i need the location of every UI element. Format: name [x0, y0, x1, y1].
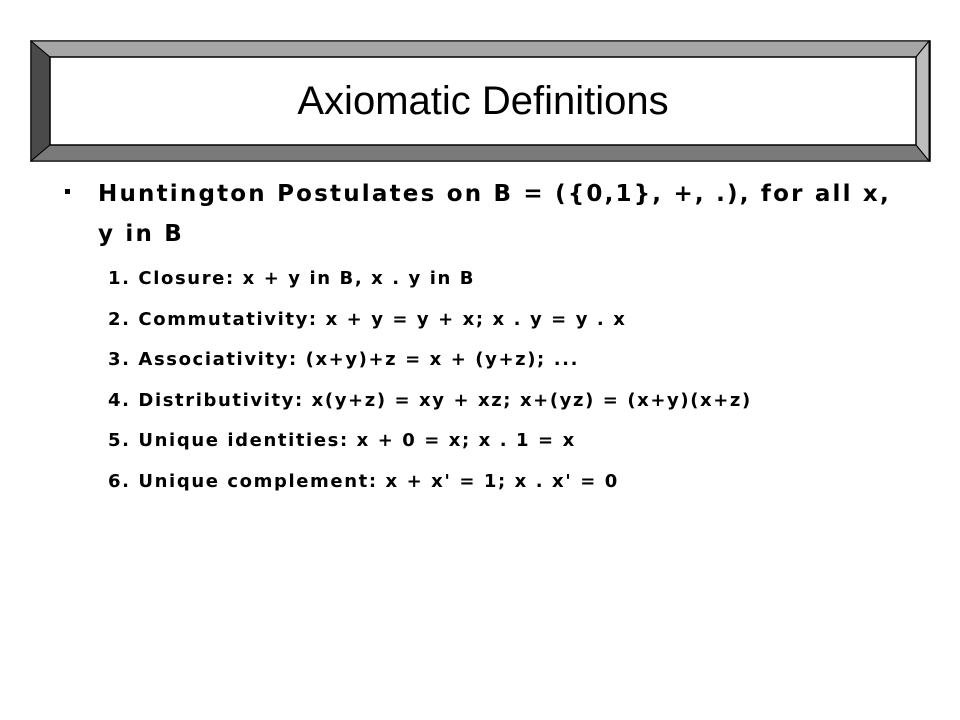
postulate-associativity: 3. Associativity: (x+y)+z = x + (y+z); ...	[108, 349, 580, 370]
postulate-commutativity: 2. Commutativity: x + y = y + x; x . y = y . x	[108, 308, 627, 330]
bullet-marker	[60, 184, 74, 198]
main-bullet-text: Huntington Postulates on B = ({0,1}, +, .), for all x, y in B	[98, 181, 891, 247]
postulate-closure: 1. Closure: x + y in B, x . y in B	[108, 268, 476, 289]
slide-title: Axiomatic Definitions	[297, 78, 669, 123]
postulate-distributivity: 4. Distributivity: x(y+z) = xy + xz; x+(yz) = (x+y)(x+z)	[108, 389, 752, 411]
postulate-unique-complement: 6. Unique complement: x + x' = 1; x . x' = 0	[108, 470, 619, 492]
postulate-unique-identities: 5. Unique identities: x + 0 = x; x . 1 = x	[108, 430, 576, 451]
postulate-list	[108, 259, 928, 502]
